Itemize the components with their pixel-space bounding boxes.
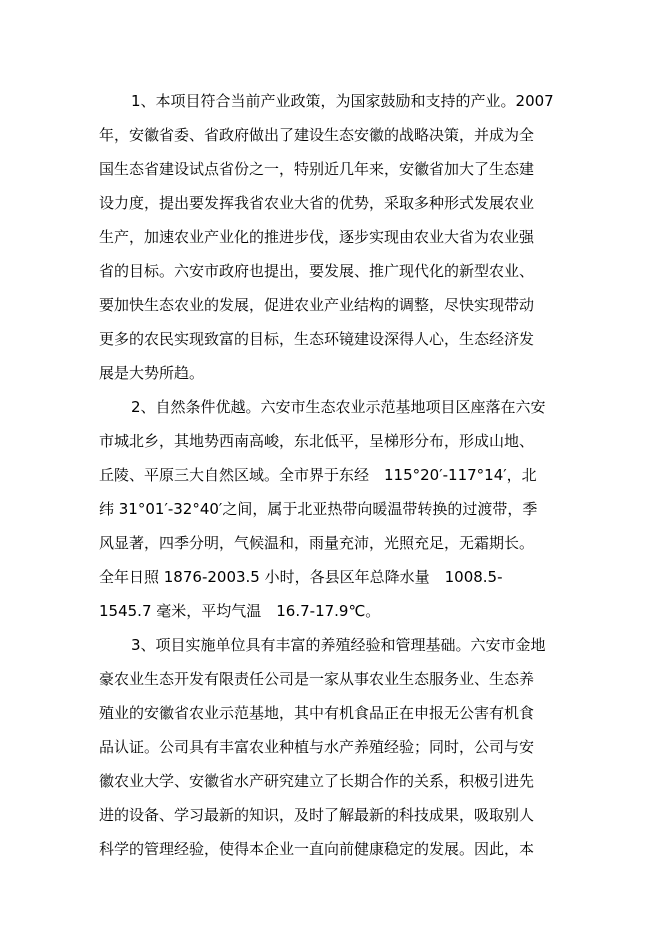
text-line: 殖业的安徽省农业示范基地，其中有机食品正在申报无公害有机食 — [99, 704, 535, 722]
text-line: 丘陵、平原三大自然区域。全市界于东经 115°20′-117°14′，北 — [99, 466, 537, 484]
text-line: 设力度，提出要发挥我省农业大省的优势，采取多种形式发展农业 — [99, 194, 535, 212]
text-line: 全年日照 1876-2003.5 小时，各县区年总降水量 1008.5- — [99, 568, 503, 586]
text-line: 豪农业生态开发有限责任公司是一家从事农业生态服务业、生态养 — [99, 670, 535, 688]
text-line: 市城北乡，其地势西南高峻，东北低平，呈梯形分布，形成山地、 — [99, 432, 535, 450]
text-line: 更多的农民实现致富的目标，生态环镜建设深得人心，生态经济发 — [99, 330, 535, 348]
text-line: 1545.7 毫米，平均气温 16.7-17.9℃。 — [99, 602, 381, 620]
text-line: 2、自然条件优越。六安市生态农业示范基地项目区座落在六安 — [131, 398, 546, 416]
text-line: 徽农业大学、安徽省水产研究建立了长期合作的关系，积极引进先 — [99, 772, 535, 790]
text-line: 进的设备、学习最新的知识，及时了解最新的科技成果，吸取别人 — [99, 806, 535, 824]
text-line: 展是大势所趋。 — [99, 364, 205, 382]
text-line: 纬 31°01′-32°40′之间，属于北亚热带向暖温带转换的过渡带，季 — [99, 500, 538, 518]
text-line: 1、本项目符合当前产业政策，为国家鼓励和支持的产业。2007 — [131, 92, 554, 110]
text-line: 3、项目实施单位具有丰富的养殖经验和管理基础。六安市金地 — [131, 636, 546, 654]
text-line: 省的目标。六安市政府也提出，要发展、推广现代化的新型农业、 — [99, 262, 535, 280]
text-line: 要加快生态农业的发展，促进农业产业结构的调整，尽快实现带动 — [99, 296, 535, 314]
text-line: 科学的管理经验，使得本企业一直向前健康稳定的发展。因此，本 — [99, 840, 535, 858]
text-line: 生产，加速农业产业化的推进步伐，逐步实现由农业大省为农业强 — [99, 228, 535, 246]
text-line: 风显著，四季分明，气候温和，雨量充沛，光照充足，无霜期长。 — [99, 534, 535, 552]
text-line: 品认证。公司具有丰富农业种植与水产养殖经验；同时，公司与安 — [99, 738, 535, 756]
text-line: 国生态省建设试点省份之一，特别近几年来，安徽省加大了生态建 — [99, 160, 535, 178]
text-line: 年，安徽省委、省政府做出了建设生态安徽的战略决策，并成为全 — [99, 126, 535, 144]
